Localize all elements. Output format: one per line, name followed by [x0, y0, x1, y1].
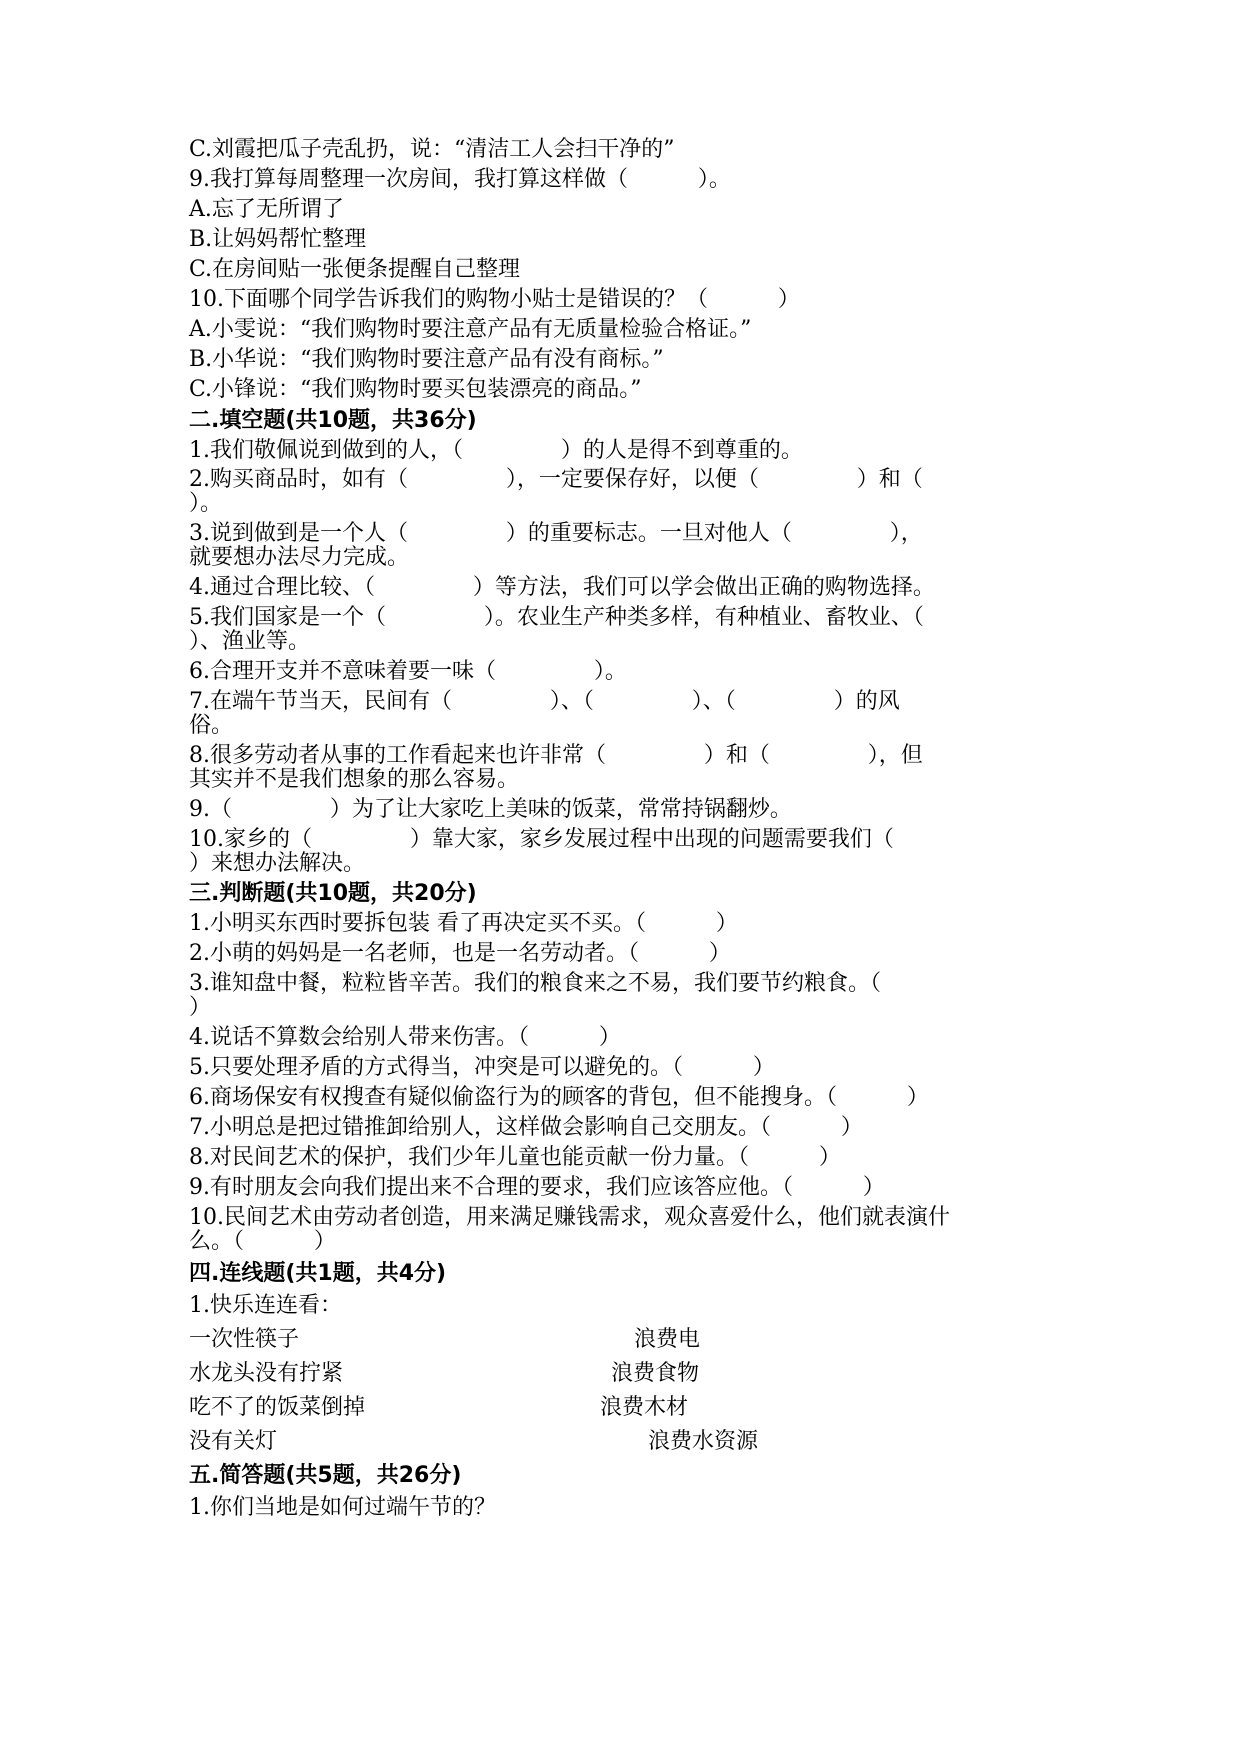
question-9-option-a: A.忘了无所谓了 [189, 197, 344, 222]
true-false-line: 5.只要处理矛盾的方式得当，冲突是可以避免的。（ ） [189, 1055, 775, 1080]
question-8-option-c: C.刘霞把瓜子壳乱扔，说：“清洁工人会扫干净的” [189, 137, 675, 162]
question-9: 9.我打算每周整理一次房间，我打算这样做（ ）。 [189, 167, 731, 192]
section-4-heading: 四.连线题(共1题，共4分) [189, 1261, 447, 1286]
true-false-line: ） [189, 995, 212, 1020]
section-2-heading: 二.填空题(共10题，共36分) [189, 408, 477, 433]
fill-blank-line: 7.在端午节当天，民间有（ ）、（ ）、（ ）的风 [189, 689, 900, 714]
fill-blank-line: 6.合理开支并不意味着要一味（ ）。 [189, 659, 627, 684]
true-false-line: 8.对民间艺术的保护，我们少年儿童也能贡献一份力量。（ ） [189, 1145, 841, 1170]
fill-blank-line: 10.家乡的（ ）靠大家，家乡发展过程中出现的问题需要我们（ [189, 827, 894, 852]
fill-blank-line: 俗。 [189, 713, 234, 738]
matching-left-item: 一次性筷子 [189, 1327, 300, 1352]
true-false-line: 4.说话不算数会给别人带来伤害。（ ） [189, 1025, 621, 1050]
section-5-heading: 五.简答题(共5题，共26分) [189, 1463, 462, 1488]
fill-blank-line: 4.通过合理比较、（ ）等方法，我们可以学会做出正确的购物选择。 [189, 575, 935, 600]
question-9-option-b: B.让妈妈帮忙整理 [189, 227, 367, 252]
section-3-heading: 三.判断题(共10题，共20分) [189, 881, 477, 906]
question-10-option-b: B.小华说：“我们购物时要注意产品有没有商标。” [189, 347, 664, 372]
true-false-line: 2.小萌的妈妈是一名老师，也是一名劳动者。（ ） [189, 941, 731, 966]
matching-right-item: 浪费食物 [611, 1361, 700, 1386]
matching-question: 1.快乐连连看： [189, 1293, 342, 1318]
true-false-line: 1.小明买东西时要拆包装 看了再决定买不买。（ ） [189, 911, 738, 936]
matching-left-item: 吃不了的饭菜倒掉 [189, 1395, 366, 1420]
fill-blank-line: 1.我们敬佩说到做到的人，（ ）的人是得不到尊重的。 [189, 438, 803, 463]
matching-right-item: 浪费木材 [600, 1395, 689, 1420]
matching-left-item: 没有关灯 [189, 1429, 278, 1454]
question-10-option-a: A.小雯说：“我们购物时要注意产品有无质量检验合格证。” [189, 317, 752, 342]
fill-blank-line: 9.（ ）为了让大家吃上美味的饭菜，常常持锅翻炒。 [189, 797, 792, 822]
fill-blank-line: ）、渔业等。 [189, 629, 311, 654]
short-answer-question: 1.你们当地是如何过端午节的？ [189, 1495, 496, 1520]
true-false-line: 7.小明总是把过错推卸给别人，这样做会影响自己交朋友。（ ） [189, 1115, 863, 1140]
fill-blank-line: 2.购买商品时，如有（ ），一定要保存好，以便（ ）和（ [189, 467, 923, 492]
fill-blank-line: ）来想办法解决。 [189, 851, 366, 876]
true-false-line: 么。（ ） [189, 1229, 336, 1254]
fill-blank-line: ）。 [189, 491, 223, 516]
true-false-line: 9.有时朋友会向我们提出来不合理的要求，我们应该答应他。（ ） [189, 1175, 885, 1200]
true-false-line: 3.谁知盘中餐，粒粒皆辛苦。我们的粮食来之不易，我们要节约粮食。（ [189, 971, 881, 996]
fill-blank-line: 3.说到做到是一个人（ ）的重要标志。一旦对他人（ ）， [189, 521, 923, 546]
true-false-line: 6.商场保安有权搜查有疑似偷盗行为的顾客的背包，但不能搜身。（ ） [189, 1085, 929, 1110]
fill-blank-line: 5.我们国家是一个（ ）。农业生产种类多样，有种植业、畜牧业、（ [189, 605, 924, 630]
matching-right-item: 浪费电 [634, 1327, 701, 1352]
question-9-option-c: C.在房间贴一张便条提醒自己整理 [189, 257, 521, 282]
fill-blank-line: 8.很多劳动者从事的工作看起来也许非常（ ）和（ ），但 [189, 743, 923, 768]
fill-blank-line: 其实并不是我们想象的那么容易。 [189, 767, 520, 792]
matching-left-item: 水龙头没有拧紧 [189, 1361, 344, 1386]
matching-right-item: 浪费水资源 [648, 1429, 759, 1454]
fill-blank-line: 就要想办法尽力完成。 [189, 545, 410, 570]
question-10-option-c: C.小锋说：“我们购物时要买包装漂亮的商品。” [189, 377, 642, 402]
true-false-line: 10.民间艺术由劳动者创造，用来满足赚钱需求，观众喜爱什么，他们就表演什 [189, 1205, 950, 1230]
question-10: 10.下面哪个同学告诉我们的购物小贴士是错误的？（ ） [189, 287, 800, 312]
